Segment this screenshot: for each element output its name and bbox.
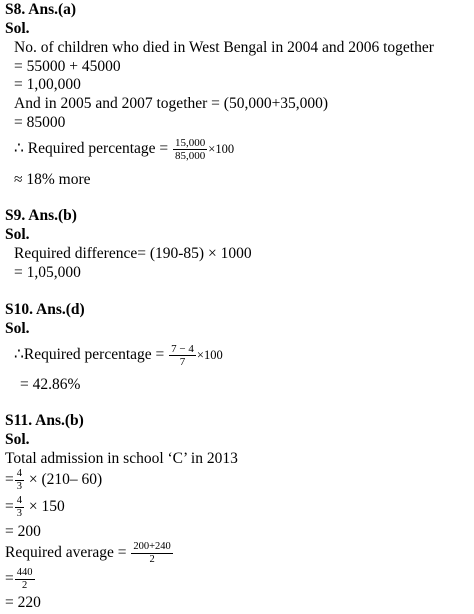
s10-fraction: [169, 343, 196, 368]
s10-heading: S10. Ans.(d): [5, 301, 85, 318]
s11-line-2-denominator: 3: [16, 480, 22, 492]
s11-line-2-prefix: =: [5, 471, 14, 488]
s11-average-fraction: [131, 541, 172, 565]
s11-line-6-numerator: 440: [16, 567, 33, 579]
s8-line-2: = 55000 + 45000: [14, 58, 121, 75]
s10-sol-label: Sol.: [5, 320, 30, 337]
s11-line-3-fraction: [15, 495, 24, 519]
s8-line-5: = 85000: [14, 114, 66, 131]
s11-line-6: [5, 566, 36, 592]
s10-result: = 42.86%: [20, 376, 81, 393]
s8-fraction: [173, 137, 207, 162]
s8-fraction-numerator: 15,000: [175, 136, 206, 149]
s9-heading: S9. Ans.(b): [5, 207, 77, 224]
s11-line-3-denominator: 3: [16, 507, 22, 519]
s9-line-2: = 1,05,000: [14, 264, 81, 281]
s11-line-3-suffix: × 150: [28, 498, 65, 515]
s11-line-3-prefix: =: [5, 498, 14, 515]
s11-line-3: [5, 494, 65, 520]
s11-average-prefix: Required average =: [5, 544, 127, 561]
s11-line-6-fraction: [15, 567, 35, 591]
s10-fraction-numerator: 7 − 4: [171, 342, 194, 355]
s8-heading: S8. Ans.(a): [5, 1, 77, 18]
s11-line-6-denominator: 2: [22, 579, 28, 591]
s10-fraction-denominator: 7: [179, 355, 186, 368]
s11-line-2-fraction: [15, 468, 24, 492]
s8-fraction-denominator: 85,000: [175, 149, 206, 162]
s11-sol-label: Sol.: [5, 431, 30, 448]
s8-line-3: = 1,00,000: [14, 76, 81, 93]
s11-average-numerator: 200+240: [133, 541, 171, 553]
s8-line-4: And in 2005 and 2007 together = (50,000+35,000): [14, 95, 329, 112]
s8-result: ≈ 18% more: [14, 171, 91, 188]
s11-heading: S11. Ans.(b): [5, 412, 84, 429]
s8-percentage-suffix: ×100: [208, 142, 235, 156]
s11-line-6-prefix: =: [5, 570, 14, 587]
s10-percentage-suffix: ×100: [196, 348, 223, 362]
s11-line-3-numerator: 4: [16, 495, 22, 507]
s9-sol-label: Sol.: [5, 226, 30, 243]
s8-percentage-prefix: ∴ Required percentage =: [14, 140, 169, 157]
s9-line-1: Required difference= (190-85) × 1000: [14, 245, 252, 262]
s11-line-1: Total admission in school ‘C’ in 2013: [5, 450, 238, 467]
s11-average-denominator: 2: [149, 553, 155, 565]
s10-percentage-prefix: ∴Required percentage =: [14, 346, 165, 363]
s10-percentage-equation: [14, 340, 223, 370]
s11-line-2: [5, 467, 102, 493]
s11-line-4: = 200: [5, 523, 41, 540]
s8-line-1: No. of children who died in West Bengal in 2004 and 2006 together: [14, 39, 434, 56]
s8-sol-label: Sol.: [5, 20, 30, 37]
s11-line-2-numerator: 4: [16, 468, 22, 480]
s8-percentage-equation: [14, 134, 234, 164]
s11-line-2-suffix: × (210– 60): [28, 471, 103, 488]
s11-average-equation: [5, 540, 174, 566]
s11-result: = 220: [5, 594, 41, 611]
